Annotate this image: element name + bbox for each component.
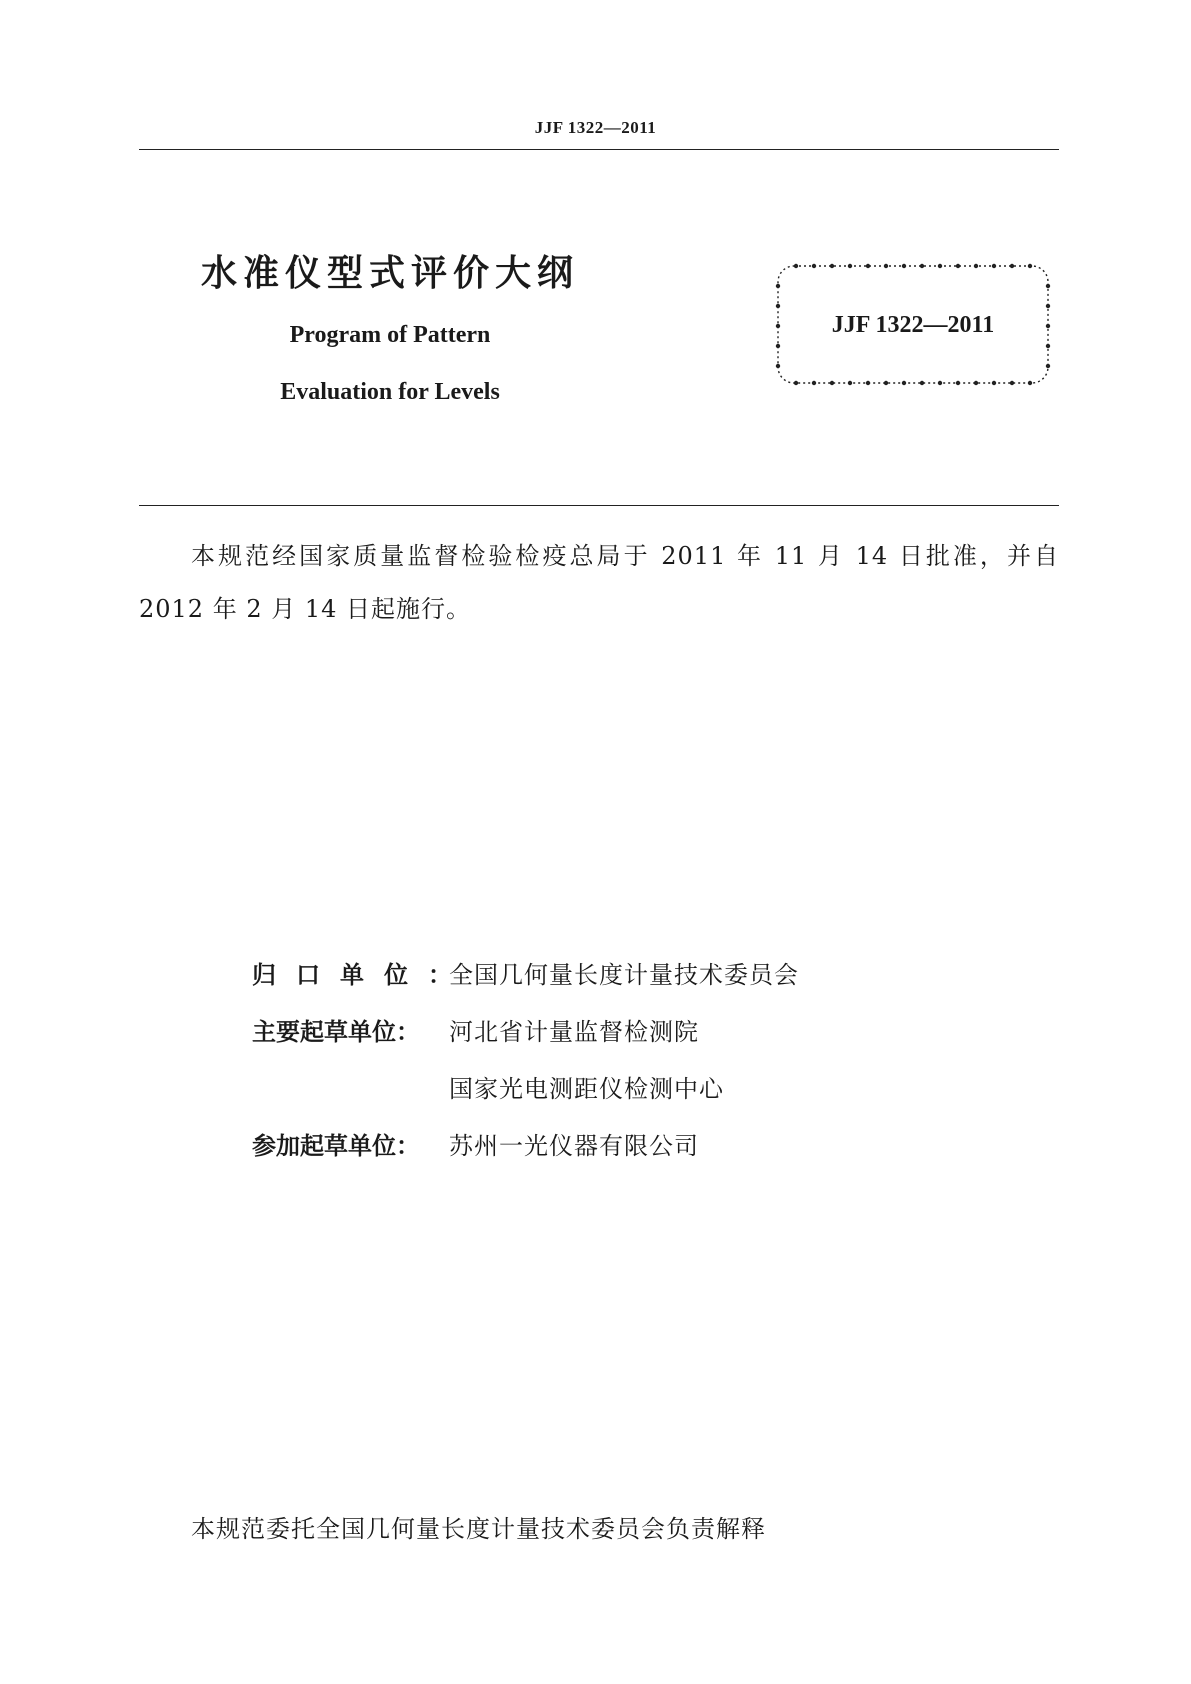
border-dot [776, 304, 780, 308]
border-dot [992, 264, 996, 268]
participating-drafting-unit-label: 参加起草单位： [252, 1131, 420, 1160]
border-dot [848, 264, 852, 268]
border-dot [776, 284, 780, 288]
main-drafting-unit-row-2 [252, 1066, 724, 1106]
border-dot [974, 381, 978, 385]
responsible-unit-label [252, 955, 472, 990]
responsible-unit-label-value: 归口单位： [252, 960, 472, 989]
border-dot [884, 381, 888, 385]
document-title-chinese: 水准仪型式评价大纲 [200, 253, 579, 294]
border-dot [1046, 344, 1050, 348]
border-dot [1046, 304, 1050, 308]
participating-drafting-unit-value: 苏州一光仪器有限公司 [449, 1131, 699, 1160]
border-dot [1010, 381, 1014, 385]
border-dot [776, 344, 780, 348]
participating-drafting-unit-row [252, 1123, 699, 1163]
responsible-unit-value: 全国几何量长度计量技术委员会 [449, 960, 799, 989]
border-dot [812, 264, 816, 268]
main-drafting-unit-value-2: 国家光电测距仪检测中心 [449, 1074, 724, 1103]
border-dot [830, 264, 834, 268]
approval-statement: 本规范经国家质量监督检验检疫总局于 2011 年 11 月 14 日批准，并自 2012 年 2 月 14 日起施行。 [139, 542, 1059, 623]
border-dot [866, 264, 870, 268]
running-header-code: JJF 1322—2011 [534, 118, 657, 137]
standard-code-box [774, 262, 1052, 387]
border-dot [848, 381, 852, 385]
border-dot [830, 381, 834, 385]
border-dot [956, 381, 960, 385]
interpretation-note: 本规范委托全国几何量长度计量技术委员会负责解释 [191, 1515, 766, 1543]
border-dot [974, 264, 978, 268]
border-dot [938, 264, 942, 268]
border-dot [920, 381, 924, 385]
main-drafting-unit-value-1: 河北省计量监督检测院 [449, 1017, 699, 1046]
section-rule [139, 505, 1059, 506]
responsible-unit-label-text [252, 955, 472, 990]
border-dot [794, 381, 798, 385]
border-dot [956, 264, 960, 268]
border-dot [1010, 264, 1014, 268]
standard-code: JJF 1322—2011 [831, 312, 995, 338]
responsible-unit-row [252, 952, 799, 992]
border-dot [812, 381, 816, 385]
border-dot [1028, 264, 1032, 268]
header-rule [139, 149, 1059, 150]
border-dot [794, 264, 798, 268]
main-drafting-unit-label: 主要起草单位： [252, 1017, 420, 1046]
border-dot [1046, 284, 1050, 288]
border-dot [884, 264, 888, 268]
border-dot [776, 364, 780, 368]
border-dot [902, 264, 906, 268]
border-dot [902, 381, 906, 385]
border-dot [1046, 364, 1050, 368]
document-title-english-line-1: Program of Pattern [289, 322, 491, 348]
border-dot [992, 381, 996, 385]
border-dot [938, 381, 942, 385]
border-dot [1028, 381, 1032, 385]
border-dot [866, 381, 870, 385]
border-dot [920, 264, 924, 268]
document-title-english-line-2: Evaluation for Levels [280, 379, 500, 405]
main-drafting-unit-row [252, 1009, 699, 1049]
